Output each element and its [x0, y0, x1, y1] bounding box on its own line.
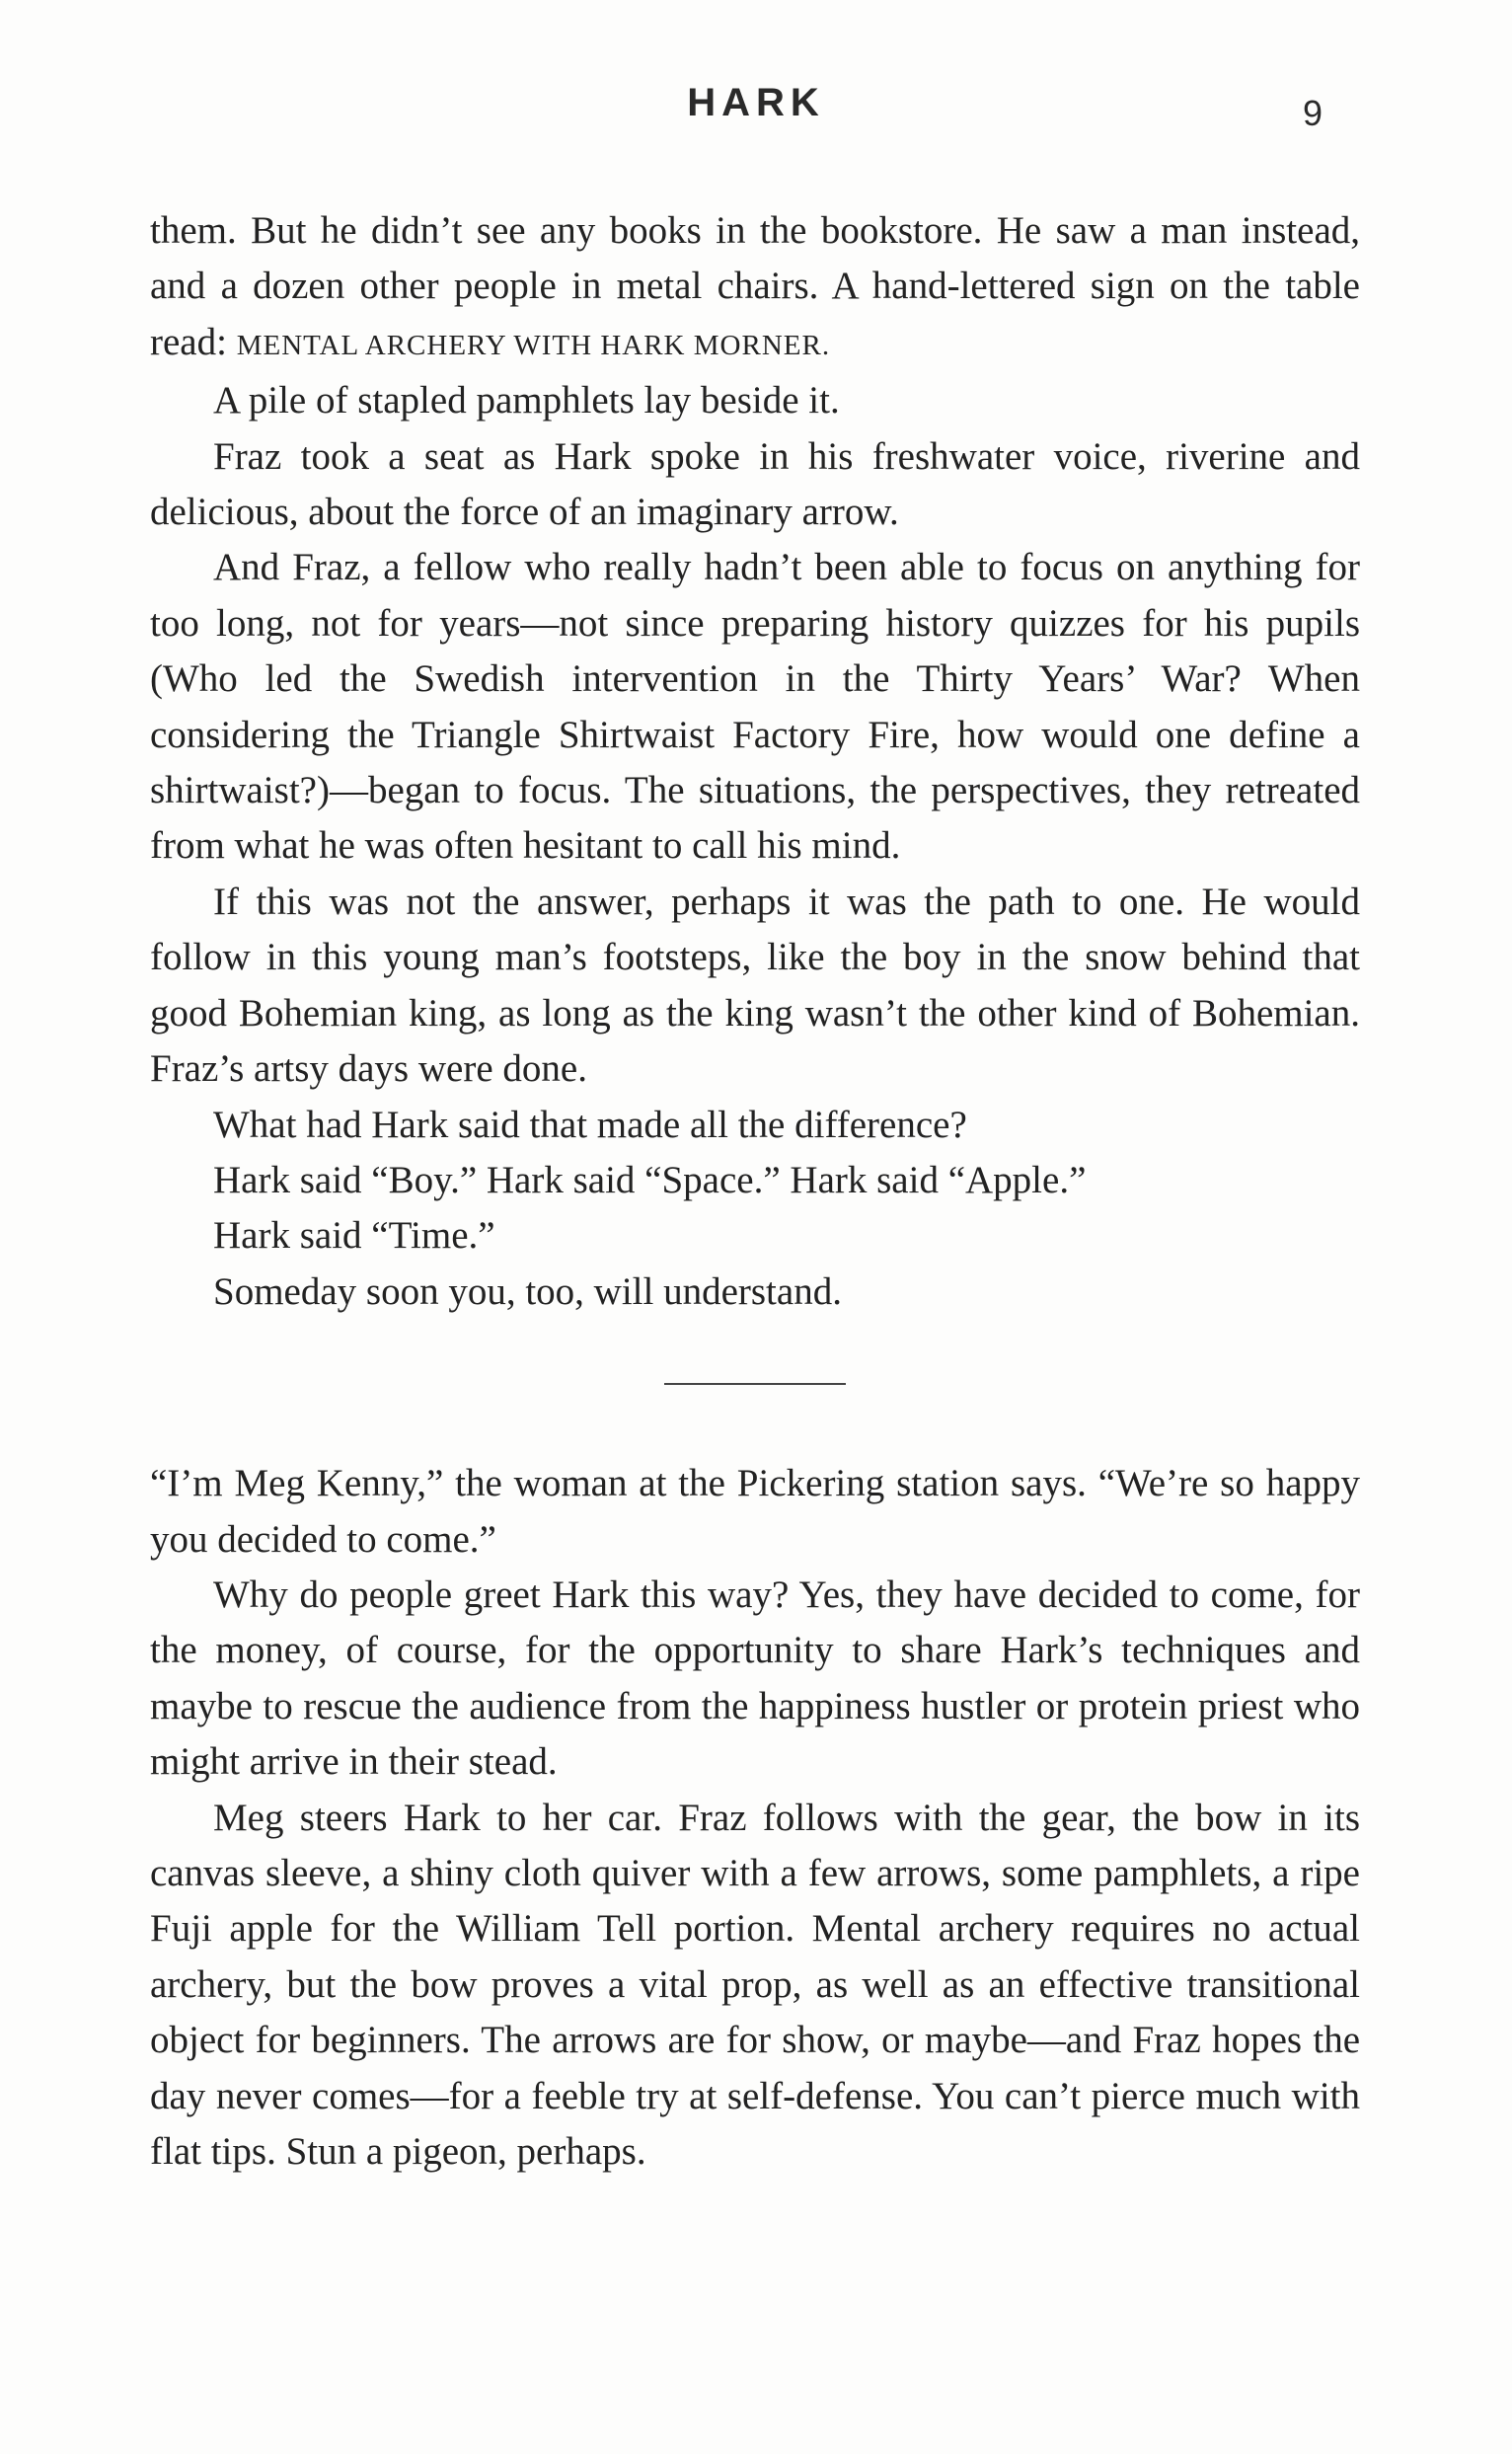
paragraph: And Fraz, a fellow who really hadn’t been able to focus on anything for too long, not for years—not since preparing history quizzes for his pupils (Who led the Swedish intervention in the Thirty Years’ War? When considering the Triangle Shirtwaist Factory Fire, how would one define a shirtwaist?)—began to focus. The situations, the perspectives, they retreated from what he was often hesitant to call his mind.	[150, 546, 1360, 868]
paragraph	[150, 203, 1360, 373]
section-break-rule	[664, 1383, 846, 1385]
paragraph: Hark said “Boy.” Hark said “Space.” Hark said “Apple.”	[213, 1158, 1087, 1201]
paragraph: Hark said “Time.”	[213, 1214, 495, 1258]
paragraph: Fraz took a seat as Hark spoke in his freshwater voice, riverine and delicious, about the force of an imaginary arrow.	[150, 434, 1360, 534]
page-number: 9	[1303, 93, 1323, 133]
paragraph: Why do people greet Hark this way? Yes, they have decided to come, for the money, of course, for the opportunity to share Hark’s techniques and maybe to rescue the audience from the happiness hustler or protein priest who might arrive in their stead.	[150, 1572, 1360, 1784]
paragraph: What had Hark said that made all the difference?	[213, 1103, 967, 1146]
running-head-title: HARK	[687, 81, 825, 124]
paragraph-text: them. But he didn’t see any books in the bookstore. He saw a man instead, and a dozen other people in metal chairs. A hand-lettered sign on the table read:	[150, 209, 1360, 363]
paragraph: A pile of stapled pamphlets lay beside it.	[213, 379, 840, 422]
running-head	[0, 81, 1512, 140]
sign-text: MENTAL ARCHERY WITH HARK MORNER.	[236, 329, 831, 361]
paragraph: Meg steers Hark to her car. Fraz follows with the gear, the bow in its canvas sleeve, a shiny cloth quiver with a few arrows, some pamphlets, a ripe Fuji apple for the William Tell portion. Mental archery requires no actual archery, but the bow proves a vital prop, as well as an effective transitional object for beginners. The arrows are for show, or maybe—and Fraz hopes the day never comes—for a feeble try at self-defense. You can’t pierce much with flat tips. Stun a pigeon, perhaps.	[150, 1796, 1360, 2173]
paragraph: Someday soon you, too, will understand.	[213, 1269, 842, 1313]
paragraph: If this was not the answer, perhaps it was the path to one. He would follow in this young man’s footsteps, like the boy in the snow behind that good Bohemian king, as long as the king wasn’t the other kind of Bohemian. Fraz’s artsy days were done.	[150, 880, 1360, 1091]
body-text	[150, 203, 1360, 2180]
paragraph: “I’m Meg Kenny,” the woman at the Pickering station says. “We’re so happy you decided to come.”	[150, 1462, 1360, 1561]
